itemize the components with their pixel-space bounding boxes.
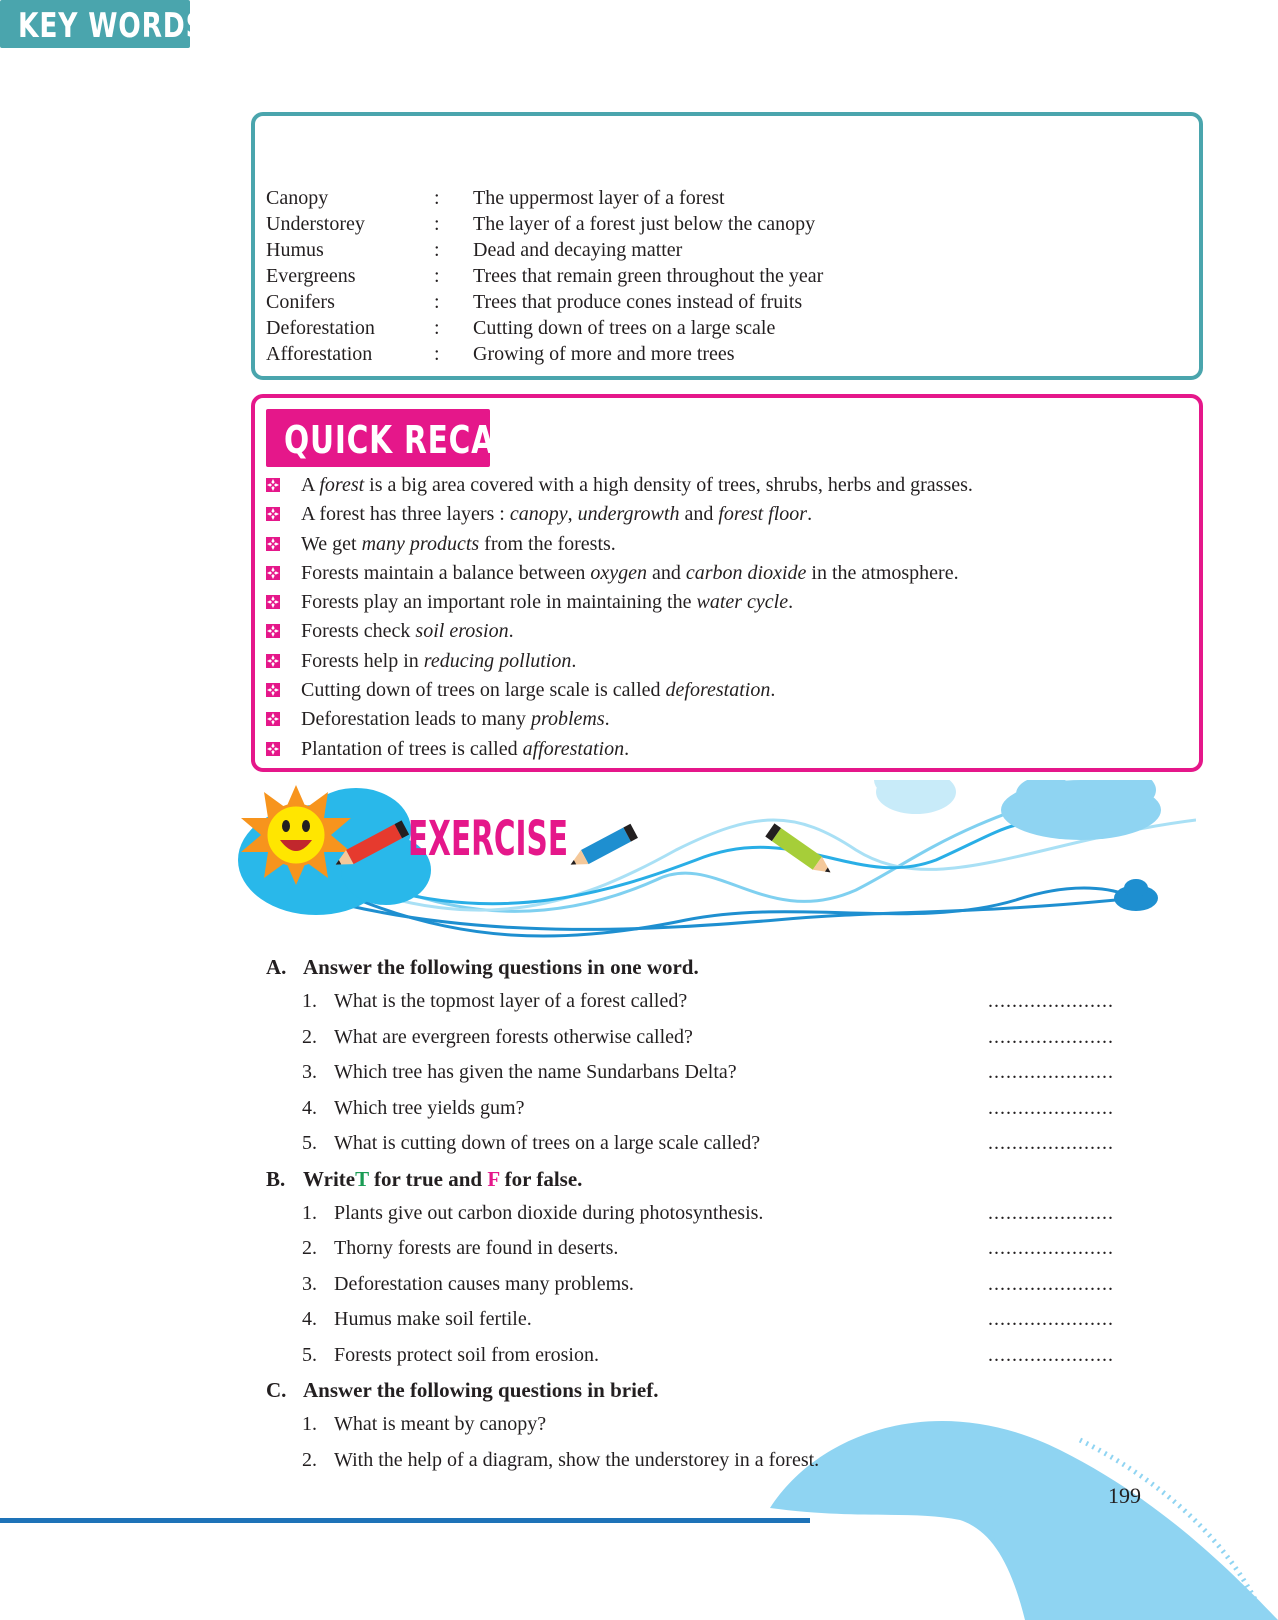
question-number: 2. xyxy=(302,1025,317,1048)
question-row xyxy=(266,1267,1136,1303)
blue-pencil-icon xyxy=(567,824,638,872)
question-text: Forests protect soil from erosion. xyxy=(334,1343,599,1366)
answer-blank[interactable]: ..................... xyxy=(988,1272,1114,1295)
question-number: 4. xyxy=(302,1308,317,1330)
recap-text-part: . xyxy=(807,503,813,526)
heading-pre: Write xyxy=(303,1166,356,1191)
key-word-definition: Trees that remain green throughout the year xyxy=(473,265,824,287)
answer-blank[interactable]: ..................... xyxy=(988,1061,1114,1083)
recap-item xyxy=(266,588,973,617)
key-word-term: Deforestation xyxy=(266,317,375,339)
recap-item xyxy=(266,471,973,500)
recap-item xyxy=(266,676,973,705)
key-words-badge xyxy=(0,0,206,48)
recap-text-part: Forests check xyxy=(301,620,416,643)
answer-blank[interactable]: ..................... xyxy=(988,1025,1114,1048)
key-word-term: Evergreens xyxy=(266,265,356,287)
recap-text-part: forest floor xyxy=(718,503,808,526)
recap-text-part: canopy xyxy=(509,503,568,526)
section-a-questions xyxy=(266,984,1136,1162)
section-letter: C. xyxy=(266,1378,287,1402)
question-number: 2. xyxy=(302,1448,317,1471)
question-row xyxy=(266,1055,1136,1091)
key-word-separator: : xyxy=(434,213,440,235)
recap-text-part: oxygen xyxy=(590,561,647,584)
question-number: 1. xyxy=(302,1413,317,1435)
key-word-definition: Dead and decaying matter xyxy=(473,239,683,261)
key-word-separator: : xyxy=(434,187,440,209)
answer-blank[interactable]: ..................... xyxy=(988,1237,1114,1259)
recap-text-part: and xyxy=(646,561,686,584)
question-text: Which tree has given the name Sundarbans Delta? xyxy=(334,1061,737,1083)
section-letter: B. xyxy=(266,1166,286,1191)
heading-post: for false. xyxy=(499,1166,583,1191)
question-number: 1. xyxy=(302,990,317,1012)
recap-text-part: We get xyxy=(301,532,362,555)
page-number: 199 xyxy=(1108,1483,1141,1508)
key-word-definition: The uppermost layer of a forest xyxy=(473,187,725,209)
key-words-title: KEY WORDS xyxy=(18,6,206,46)
section-a-heading xyxy=(266,950,1136,984)
question-row xyxy=(266,1443,1136,1479)
answer-blank[interactable]: ..................... xyxy=(988,990,1114,1012)
quick-recap-title: QUICK RECAP xyxy=(284,418,518,462)
answer-blank[interactable]: ..................... xyxy=(988,1308,1114,1330)
cross-bullet-icon xyxy=(266,624,280,638)
question-row xyxy=(266,984,1136,1020)
recap-text-part: carbon dioxide xyxy=(685,561,807,584)
right-cloud-icon xyxy=(1001,780,1161,840)
cross-bullet-icon xyxy=(266,507,280,521)
key-word-term: Understorey xyxy=(266,213,365,235)
key-word-separator: : xyxy=(434,317,440,339)
recap-text-part: forest xyxy=(319,474,365,496)
recap-text-part: Deforestation leads to many xyxy=(301,708,531,731)
key-word-definition: Cutting down of trees on a large scale xyxy=(473,317,776,339)
question-number: 5. xyxy=(302,1132,317,1154)
question-text: Humus make soil fertile. xyxy=(334,1308,532,1330)
question-row xyxy=(266,1020,1136,1056)
key-word-term: Humus xyxy=(266,239,324,261)
false-letter: F xyxy=(487,1166,500,1191)
cross-bullet-icon xyxy=(266,566,280,580)
question-text: What is meant by canopy? xyxy=(334,1413,547,1435)
recap-item xyxy=(266,617,973,646)
recap-text-part: . xyxy=(604,708,610,731)
exercise-title: EXERCISE xyxy=(408,811,568,867)
section-c-heading xyxy=(266,1373,1136,1407)
exercise-section xyxy=(266,950,1136,1478)
key-word-definition: Trees that produce cones instead of fruits xyxy=(473,291,803,313)
answer-blank[interactable]: ..................... xyxy=(988,1132,1114,1154)
true-letter: T xyxy=(355,1166,369,1191)
key-word-definition: The layer of a forest just below the canopy xyxy=(473,213,816,235)
cross-bullet-icon xyxy=(266,742,280,756)
quick-recap-badge xyxy=(266,409,518,467)
recap-text-part: is a big area covered with a high density of trees, shrubs, herbs and grasses. xyxy=(364,474,973,496)
question-row xyxy=(266,1338,1136,1374)
question-row xyxy=(266,1302,1136,1338)
cross-bullet-icon xyxy=(266,683,280,697)
small-cloud-icon xyxy=(874,780,956,814)
question-text: What is cutting down of trees on a large scale called? xyxy=(334,1132,761,1154)
answer-blank[interactable]: ..................... xyxy=(988,1343,1114,1366)
key-word-definition: Growing of more and more trees xyxy=(473,343,735,365)
recap-text-part: water cycle xyxy=(696,591,789,614)
recap-text-part: many products xyxy=(361,532,480,555)
section-letter: A. xyxy=(266,955,287,979)
recap-text-part: afforestation xyxy=(522,737,625,760)
cross-bullet-icon xyxy=(266,712,280,726)
question-text: What are evergreen forests otherwise called? xyxy=(334,1025,693,1048)
section-b-questions xyxy=(266,1196,1136,1374)
recap-text-part: . xyxy=(508,620,514,643)
recap-text-part: A xyxy=(301,474,320,496)
question-row xyxy=(266,1407,1136,1443)
footer-rule xyxy=(0,1518,810,1523)
recap-text-part: problems xyxy=(530,708,605,731)
question-text: Deforestation causes many problems. xyxy=(334,1272,634,1295)
quick-recap-list xyxy=(266,471,973,764)
question-text: Plants give out carbon dioxide during photosynthesis. xyxy=(334,1201,764,1224)
recap-item xyxy=(266,705,973,734)
key-word-separator: : xyxy=(434,265,440,287)
recap-item xyxy=(266,735,973,764)
key-word-separator: : xyxy=(434,343,440,365)
question-text: With the help of a diagram, show the understorey in a forest. xyxy=(334,1448,820,1471)
recap-text-part: Plantation of trees is called xyxy=(301,737,523,760)
recap-item xyxy=(266,500,973,529)
recap-item xyxy=(266,530,973,559)
answer-blank[interactable]: ..................... xyxy=(988,1096,1114,1119)
question-text: What is the topmost layer of a forest called? xyxy=(334,990,688,1012)
cross-bullet-icon xyxy=(266,478,280,492)
recap-item xyxy=(266,647,973,676)
recap-text-part: deforestation xyxy=(665,679,771,702)
section-c-questions xyxy=(266,1407,1136,1478)
heading-mid: for true and xyxy=(368,1166,488,1191)
key-word-term: Canopy xyxy=(266,187,329,209)
question-row xyxy=(266,1126,1136,1162)
recap-text-part: from the forests. xyxy=(479,532,616,555)
key-word-term: Conifers xyxy=(266,291,335,313)
recap-text-part: . xyxy=(770,679,776,702)
question-text: Thorny forests are found in deserts. xyxy=(334,1237,619,1259)
key-word-separator: : xyxy=(434,291,440,313)
cross-bullet-icon xyxy=(266,654,280,668)
question-number: 4. xyxy=(302,1096,317,1119)
recap-text-part: soil erosion xyxy=(415,620,509,643)
recap-text-part: . xyxy=(571,649,577,672)
recap-text-part: undergrowth xyxy=(577,503,680,526)
key-word-separator: : xyxy=(434,239,440,261)
recap-text-part: Forests help in xyxy=(301,649,424,672)
question-number: 5. xyxy=(302,1343,317,1366)
cross-bullet-icon xyxy=(266,595,280,609)
question-number: 2. xyxy=(302,1237,317,1259)
recap-text-part: , xyxy=(567,503,578,526)
question-number: 3. xyxy=(302,1061,317,1083)
question-text: Which tree yields gum? xyxy=(334,1096,525,1119)
section-b-heading xyxy=(266,1162,1136,1196)
recap-text-part: . xyxy=(788,591,794,614)
recap-text-part: . xyxy=(624,737,630,760)
recap-text-part: reducing pollution xyxy=(423,649,572,672)
answer-blank[interactable]: ..................... xyxy=(988,1201,1114,1224)
question-row xyxy=(266,1196,1136,1232)
recap-item xyxy=(266,559,973,588)
recap-text-part: and xyxy=(679,503,719,526)
tiny-cloud-icon xyxy=(1114,879,1158,911)
section-heading-text: Answer the following questions in brief. xyxy=(303,1378,659,1402)
recap-text-part: Forests maintain a balance between xyxy=(301,561,591,584)
section-heading-text: Answer the following questions in one word. xyxy=(303,955,699,979)
question-row xyxy=(266,1091,1136,1127)
exercise-banner xyxy=(236,780,1196,945)
section-heading-text xyxy=(303,1162,582,1196)
cross-bullet-icon xyxy=(266,537,280,551)
question-row xyxy=(266,1231,1136,1267)
recap-text-part: Cutting down of trees on large scale is called xyxy=(301,679,666,702)
question-number: 3. xyxy=(302,1272,317,1295)
recap-text-part: Forests play an important role in maintaining the xyxy=(301,591,697,614)
question-number: 1. xyxy=(302,1201,317,1224)
key-word-term: Afforestation xyxy=(266,343,373,365)
recap-text-part: in the atmosphere. xyxy=(806,561,959,584)
recap-text-part: A forest has three layers : xyxy=(301,503,510,526)
